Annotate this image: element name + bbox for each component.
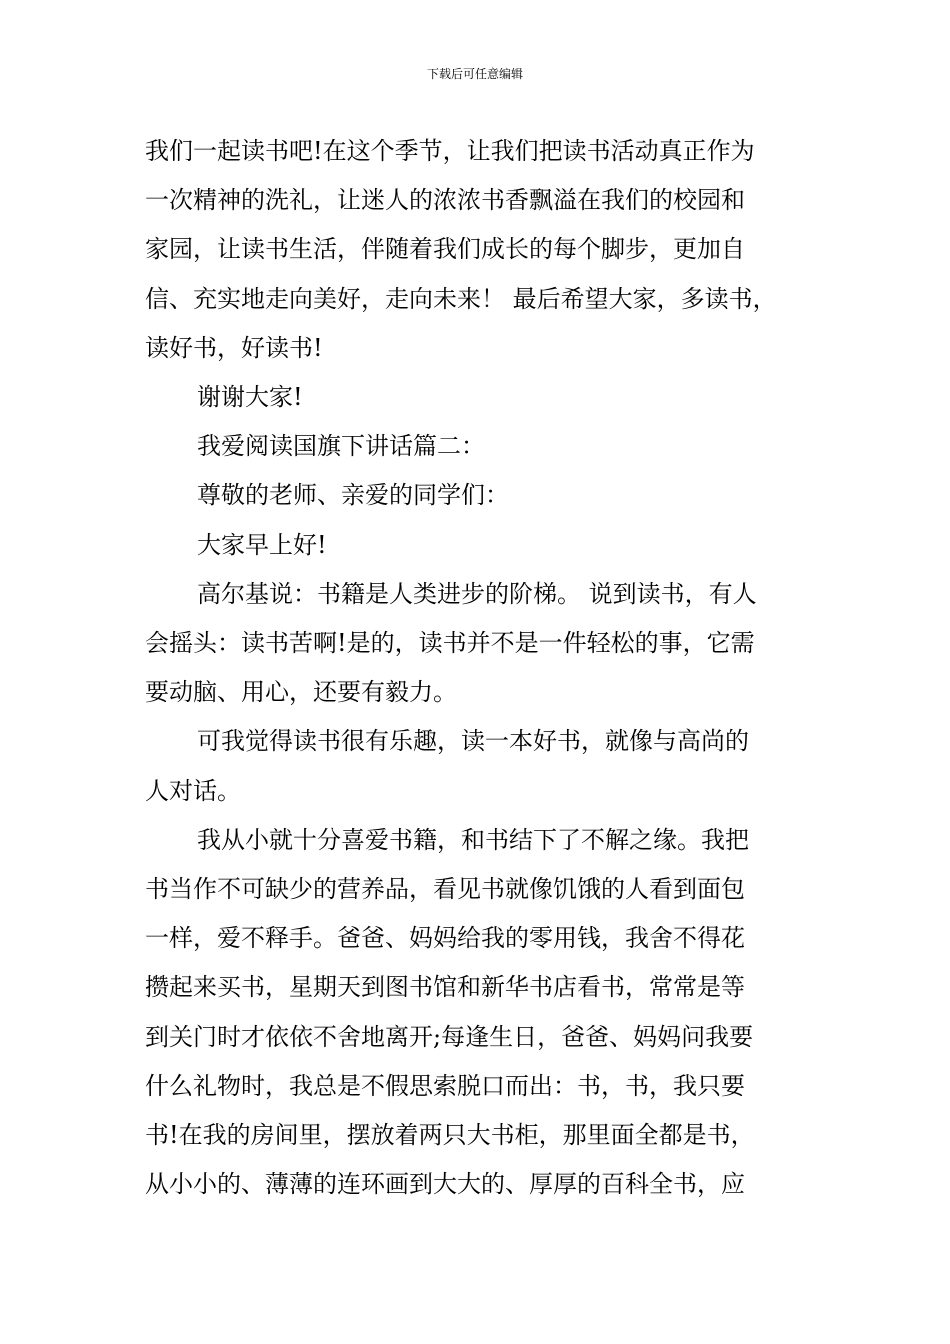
text-line: 读好书，好读书! [145,333,323,362]
text-line: 高尔基说：书籍是人类进步的阶梯。 说到读书，有人 [197,579,757,608]
text-line: 会摇头：读书苦啊!是的，读书并不是一件轻松的事，它需 [145,629,755,658]
text-line: 我从小就十分喜爱书籍，和书结下了不解之缘。我把 [197,825,749,854]
text-line: 一样，爱不释手。爸爸、妈妈给我的零用钱，我舍不得花 [145,924,745,953]
text-line: 要动脑、用心，还要有毅力。 [145,678,457,707]
text-line: 大家早上好! [197,530,327,559]
text-line: 从小小的、薄薄的连环画到大大的、厚厚的百科全书，应 [145,1170,745,1199]
text-line: 人对话。 [145,776,241,805]
text-line: 尊敬的老师、亲爱的同学们： [197,481,509,510]
text-line: 什么礼物时，我总是不假思索脱口而出：书，书，我只要 [145,1071,745,1100]
text-line: 我爱阅读国旗下讲话篇二： [197,432,485,461]
text-line: 家园，让读书生活，伴随着我们成长的每个脚步，更加自 [145,235,745,264]
page-header: 下载后可任意编辑 [426,67,523,81]
text-line: 我们一起读书吧!在这个季节，让我们把读书活动真正作为 [145,137,755,165]
text-line: 书!在我的房间里，摆放着两只大书柜，那里面全都是书， [145,1121,755,1150]
text-line: 到关门时才依依不舍地离开;每逢生日，爸爸、妈妈问我要 [145,1022,754,1051]
text-line: 可我觉得读书很有乐趣，读一本好书，就像与高尚的 [197,727,749,756]
document-body [145,127,835,1209]
text-line: 书当作不可缺少的营养品，看见书就像饥饿的人看到面包 [145,875,745,904]
text-line: 谢谢大家! [197,383,303,412]
text-line: 一次精神的洗礼，让迷人的浓浓书香飘溢在我们的校园和 [145,186,745,215]
text-line: 攒起来买书，星期天到图书馆和新华书店看书，常常是等 [145,973,745,1002]
text-line: 信、充实地走向美好，走向未来！ 最后希望大家，多读书， [145,284,777,313]
